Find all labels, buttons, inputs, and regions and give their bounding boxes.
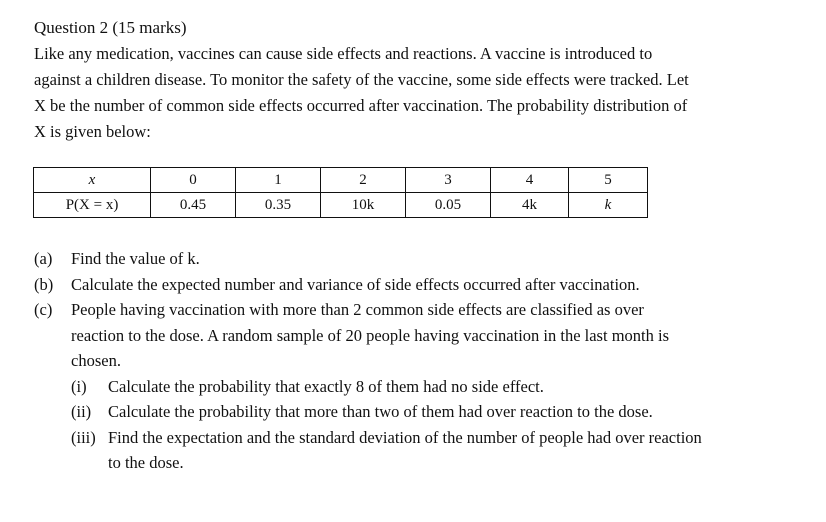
table-cell-x: 0 — [151, 168, 236, 193]
part-text: Calculate the expected number and variance of side effects occurred after vaccination. — [71, 274, 640, 294]
part-c-continued — [34, 323, 804, 349]
part-text: People having vaccination with more than 2 common side effects are classified as over — [71, 300, 644, 319]
intro-line: X is given below: — [34, 122, 151, 141]
table-cell-x: 2 — [321, 168, 406, 193]
subpart-label: (ii) — [71, 402, 92, 421]
intro-line: Like any medication, vaccines can cause side effects and reactions. A vaccine is introduced to — [34, 44, 653, 63]
table-cell-probability: 0.35 — [236, 193, 321, 218]
table-cell-probability: 10k — [321, 193, 406, 218]
subpart-text: Calculate the probability that more than two of them had over reaction to the dose. — [108, 402, 653, 421]
part-text: Find the value of k. — [71, 249, 200, 268]
table-header-probability: P(X = x) — [34, 193, 151, 218]
part-label: (b) — [34, 274, 54, 294]
subpart-iii — [34, 425, 804, 451]
subpart-text: to the dose. — [108, 453, 184, 472]
subpart-text: Find the expectation and the standard deviation of the number of people had over reaction — [108, 427, 702, 447]
subpart-ii — [34, 399, 804, 425]
table-cell-probability: k — [569, 193, 648, 218]
part-c-continued — [34, 348, 804, 374]
intro-line: X be the number of common side effects occurred after vaccination. The probability distribution of — [34, 96, 688, 115]
subpart-label: (i) — [71, 376, 87, 396]
table-cell-x: 5 — [569, 168, 648, 193]
table-row-probability — [34, 193, 648, 218]
table-cell-x: 1 — [236, 168, 321, 193]
part-b — [34, 272, 804, 298]
subpart-i — [34, 374, 804, 400]
part-text: reaction to the dose. A random sample of 20 people having vaccination in the last month is — [71, 325, 669, 345]
table-cell-x: 3 — [406, 168, 491, 193]
intro-line: against a children disease. To monitor the safety of the vaccine, some side effects were tracked. Let — [34, 70, 689, 89]
subpart-text: Calculate the probability that exactly 8 of them had no side effect. — [108, 376, 544, 396]
question-parts — [34, 246, 804, 476]
table-cell-probability: 4k — [491, 193, 569, 218]
question-intro — [34, 41, 794, 145]
subpart-label: (iii) — [71, 427, 96, 447]
part-label: (c) — [34, 300, 53, 319]
part-a — [34, 246, 804, 272]
subpart-iii-continued — [34, 450, 804, 476]
probability-distribution-table — [33, 167, 648, 218]
table-cell-probability: 0.45 — [151, 193, 236, 218]
part-text: chosen. — [71, 351, 121, 370]
question-title: Question 2 (15 marks) — [34, 18, 187, 37]
part-label: (a) — [34, 249, 53, 268]
table-row-x — [34, 168, 648, 193]
table-cell-probability: 0.05 — [406, 193, 491, 218]
part-c — [34, 297, 804, 323]
table-header-x: x — [34, 168, 151, 193]
table-cell-x: 4 — [491, 168, 569, 193]
